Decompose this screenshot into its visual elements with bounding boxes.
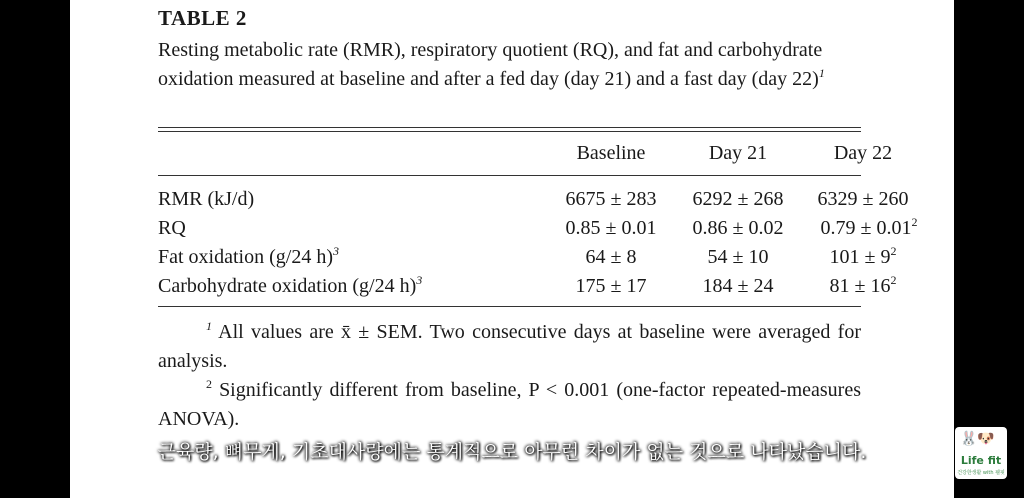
bottom-rule [158, 306, 861, 307]
top-rule-2 [158, 131, 861, 132]
table-cell: 64 ± 8 [585, 246, 637, 268]
top-rule-1 [158, 127, 861, 128]
column-header-baseline: Baseline [576, 142, 646, 164]
mascot-icon: 🐰🐶 [960, 431, 995, 447]
table-cell: 6675 ± 283 [565, 188, 657, 210]
table-cell: $81 \pm 16^2$ [829, 273, 897, 297]
logo-name: Life fit [960, 454, 1002, 467]
table-cell: $0.79 \pm 0.01^2$ [820, 215, 918, 239]
table-cell: 175 ± 17 [575, 275, 647, 297]
caption-footnote-mark: 1 [818, 66, 825, 80]
logo-tagline: 건강한생활 with 웰핏 [957, 470, 1005, 476]
caption-text: Resting metabolic rate (RMR), respiratory quotient (RQ), and fat and carbohydrate oxidation measured at baseline and after a fed day (day 21) and a fast day (day 22) [158, 39, 823, 90]
video-subtitle: 근육량, 뼈무게, 기초대사량에는 통계적으로 아무런 차이가 없는 것으로 나타났습니다. [157, 441, 867, 463]
row-label-fat-oxidation: Fat oxidation (g/24 h)$^3$ [158, 244, 339, 268]
row-label-rq: RQ [158, 217, 186, 239]
table-cell: 54 ± 10 [707, 246, 769, 268]
table-label: TABLE 2 [158, 6, 247, 30]
table-cell: $101 \pm 9^2$ [829, 244, 897, 268]
table-caption [158, 36, 858, 94]
channel-logo [955, 427, 1007, 479]
row-label-rmr: RMR (kJ/d) [158, 188, 255, 210]
column-header-day21: Day 21 [708, 142, 768, 164]
column-header-day22: Day 22 [833, 142, 893, 164]
table-cell: 0.85 ± 0.01 [565, 217, 657, 239]
table-cell: 184 ± 24 [702, 275, 774, 297]
table-cell: 6329 ± 260 [817, 188, 909, 210]
document-page [70, 0, 954, 498]
row-label-carbohydrate-oxidation: Carbohydrate oxidation (g/24 h)$^3$ [158, 273, 423, 297]
header-rule [158, 175, 861, 176]
footnote-1: $^1$ All values are x̄ ± SEM. Two consecutive days at baseline were averaged for analysis. [158, 319, 862, 372]
footnote-2: $^2$ Significantly different from baseline, P < 0.001 (one-factor repeated-measures ANOVA). [158, 377, 862, 430]
table-cell: 6292 ± 268 [692, 188, 784, 210]
table-cell: 0.86 ± 0.02 [692, 217, 784, 239]
